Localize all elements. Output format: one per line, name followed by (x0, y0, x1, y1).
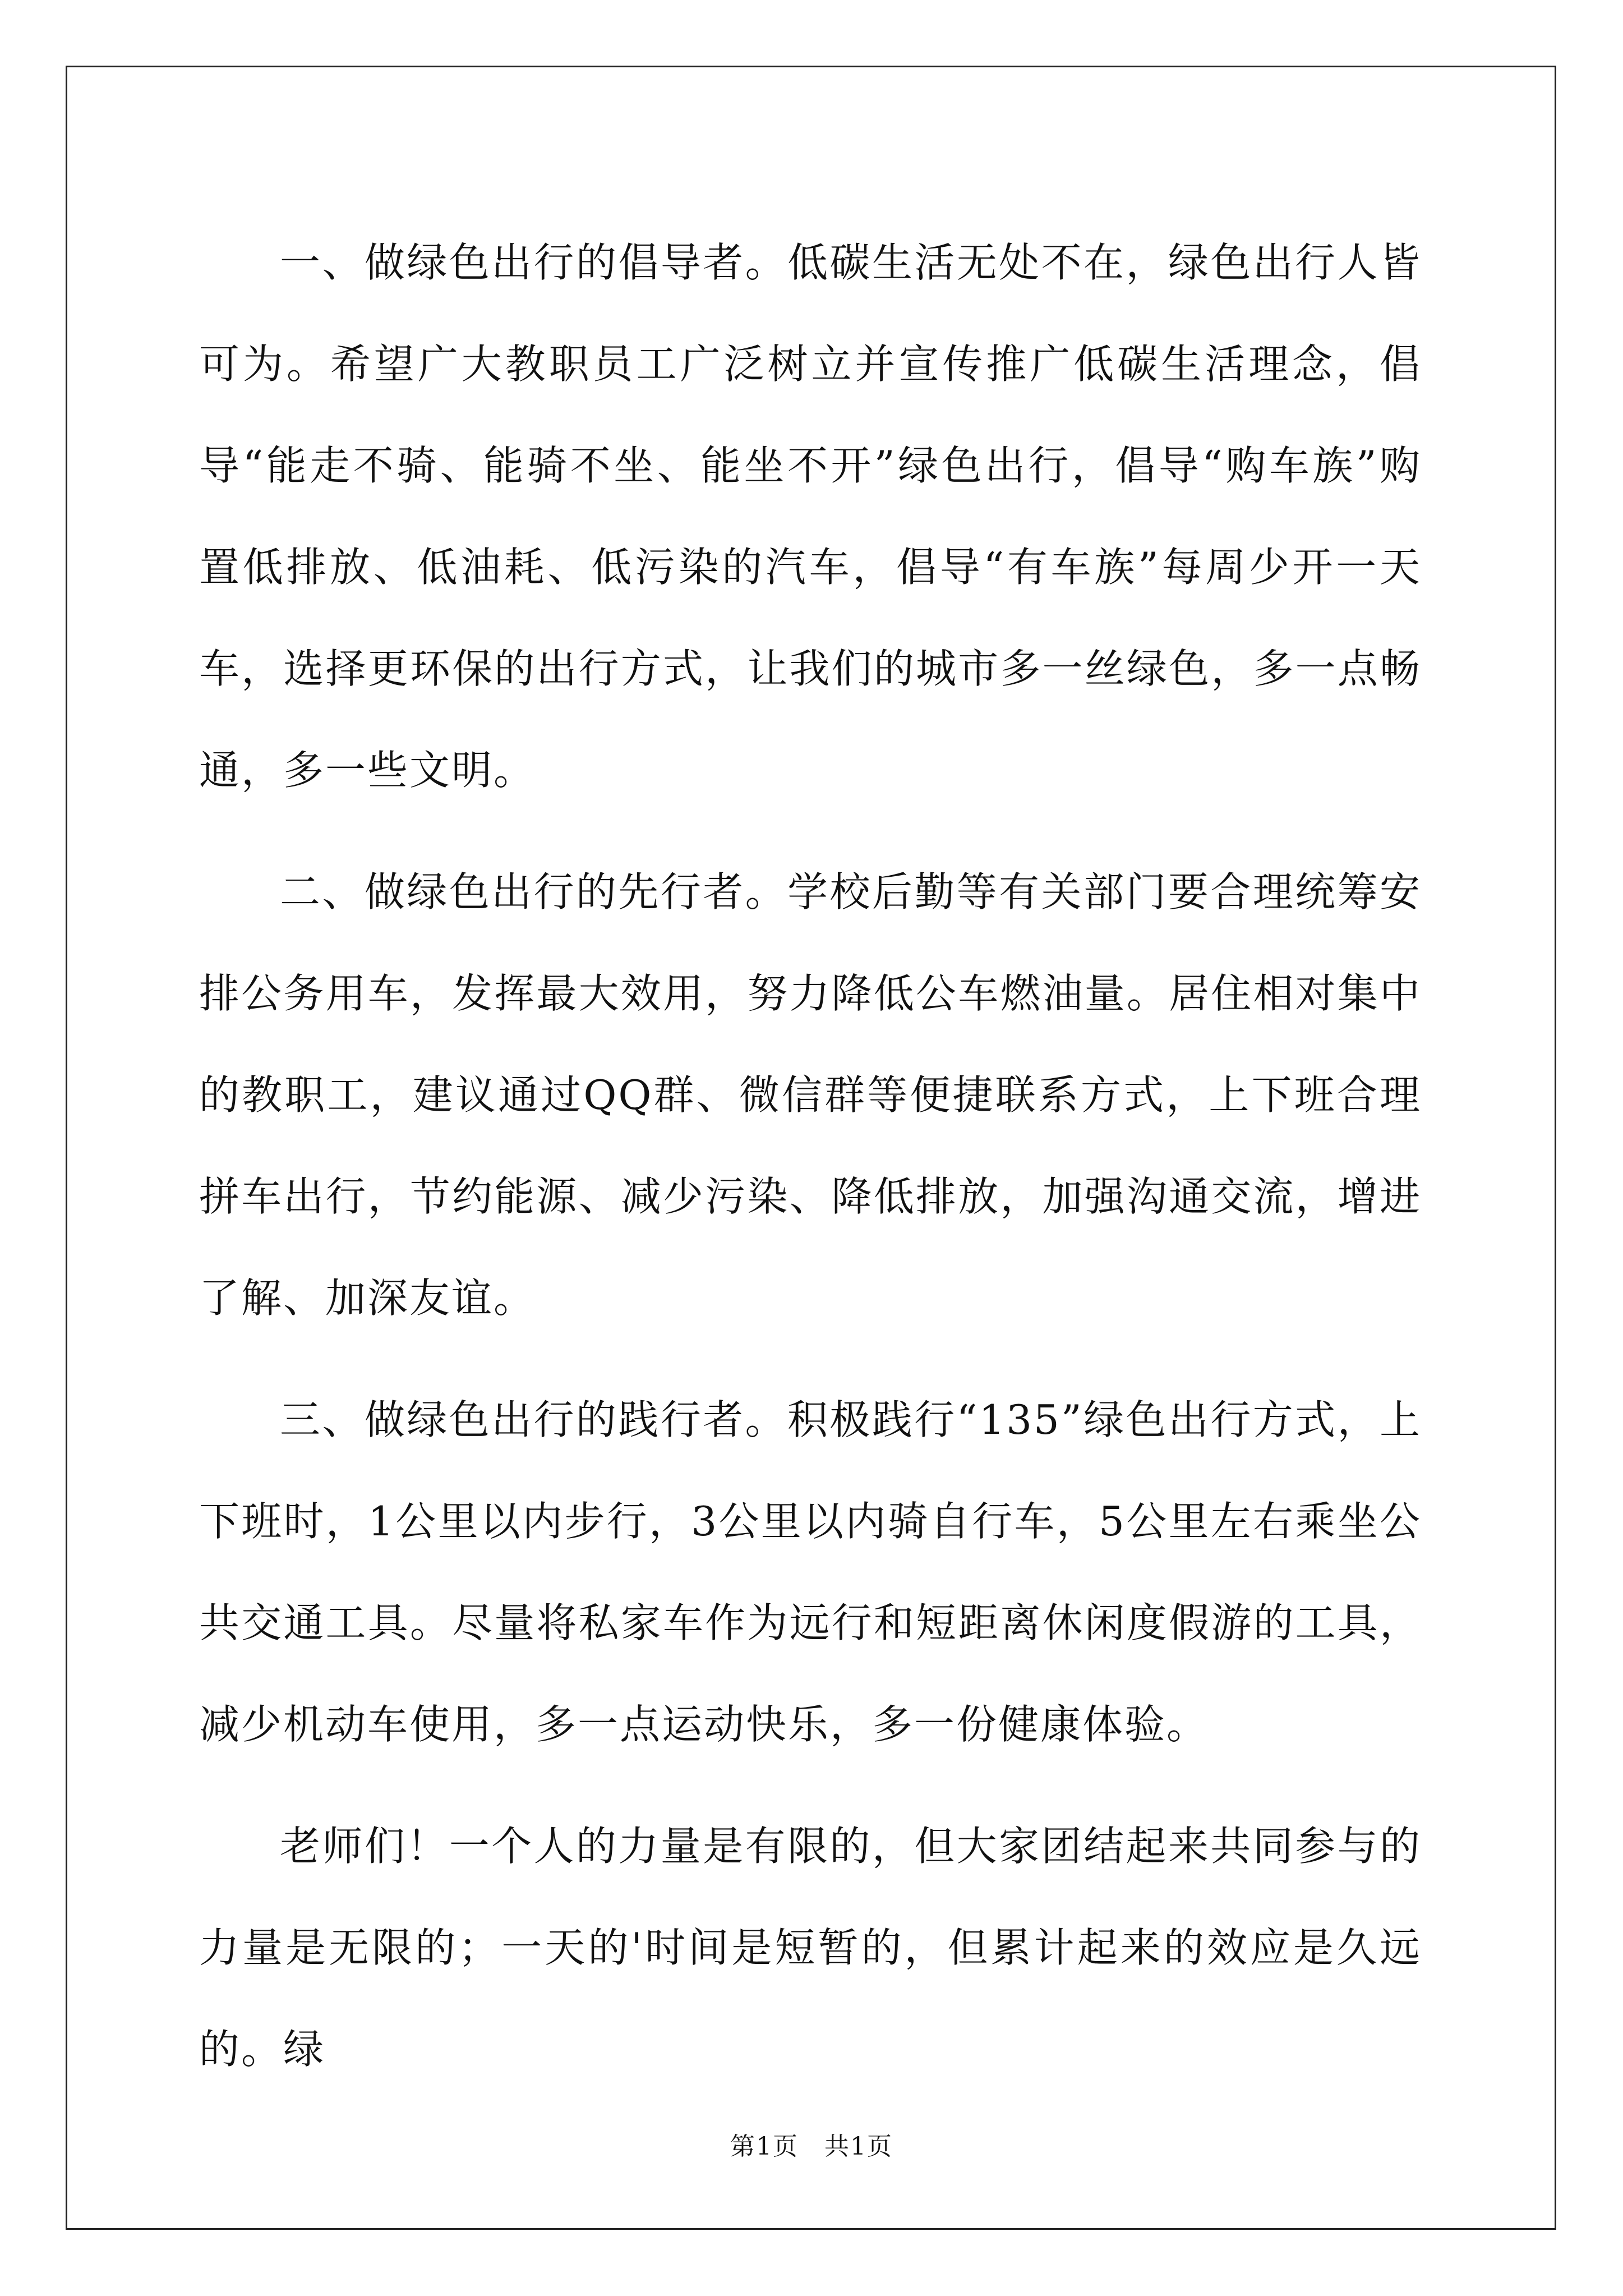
paragraph-4: 老师们！一个人的力量是有限的，但大家团结起来共同参与的力量是无限的；一天的'时间是短暂的，但累计起来的效应是久远的。绿 (199, 1823, 1422, 2073)
paragraph-1: 一、做绿色出行的倡导者。低碳生活无处不在，绿色出行人皆可为。希望广大教职员工广泛树立并宣传推广低碳生活理念，倡导“能走不骑、能骑不坐、能坐不开”绿色出行，倡导“购车族”购置低排放、低油耗、低污染的汽车，倡导“有车族”每周少开一天车，选择更环保的出行方式，让我们的城市多一丝绿色，多一点畅通，多一些文明。 (199, 239, 1422, 794)
document-body (199, 212, 1422, 2120)
paragraph-3: 三、做绿色出行的践行者。积极践行“135”绿色出行方式，上下班时，1公里以内步行，3公里以内骑自行车，5公里左右乘坐公共交通工具。尽量将私家车作为远行和短距离休闲度假游的工具，减少机动车使用，多一点运动快乐，多一份健康体验。 (199, 1396, 1422, 1748)
page-footer: 第1页 共1页 (730, 2132, 893, 2161)
paragraph-2: 二、做绿色出行的先行者。学校后勤等有关部门要合理统筹安排公务用车，发挥最大效用，努力降低公车燃油量。居住相对集中的教职工，建议通过QQ群、微信群等便捷联系方式，上下班合理拼车出行，节约能源、减少污染、降低排放，加强沟通交流，增进了解、加深友谊。 (199, 868, 1422, 1322)
